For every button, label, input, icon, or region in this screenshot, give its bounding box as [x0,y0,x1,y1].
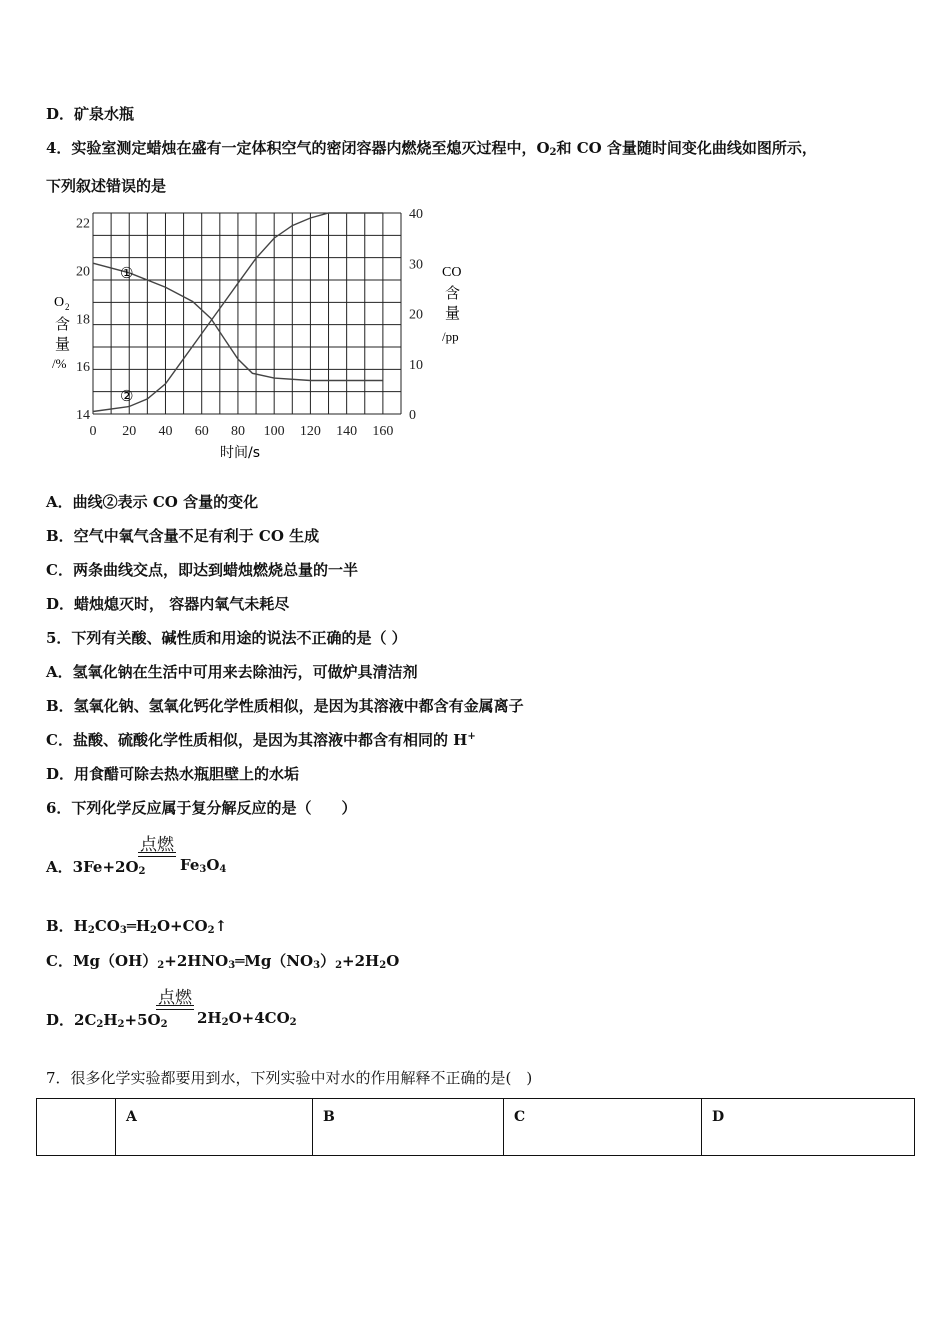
q5-option-b: B．氢氧化钠、氢氧化钙化学性质相似，是因为其溶液中都含有金属离子 [46,697,524,715]
q4-option-a: A．曲线②表示 CO 含量的变化 [46,493,259,511]
left-axis-tick-label: 18 [76,312,90,328]
q4-stem-line2: 下列叙述错误的是 [46,177,167,195]
q4-stem-sub: 2 [549,147,557,158]
right-axis-ticks [409,207,423,423]
q6-d-part-3: +5O [124,1011,161,1029]
q5-option-d: D．用食醋可除去热水瓶胆壁上的水垢 [46,765,300,783]
q6-d-part-2: H [103,1011,118,1029]
q6-c-part-6: O [386,952,400,970]
x-axis-tick-label: 100 [263,424,285,439]
right-axis-tick-label: 10 [409,357,423,373]
q6-a-sub-1: 2 [138,866,146,877]
q7-header-blank [37,1099,116,1156]
q5-option-a: A．氢氧化钠在生活中可用来去除油污，可做炉具清洁剂 [46,663,418,681]
x-axis-tick-label: 80 [230,424,245,439]
q6-d-condition: 点燃 [158,988,192,1008]
q6-option-a-right [180,856,226,875]
x-axis-tick-label: 160 [372,424,394,439]
left-axis-tick-label: 22 [76,216,90,232]
q6-b-sub-4: 2 [207,925,215,936]
q6-b-sub-3: 2 [150,925,157,936]
q6-c-sub-1: 2 [157,960,165,971]
right-axis-tick-label: 40 [409,207,423,222]
q7-table [36,1098,915,1156]
q6-b-part-3: ═H [126,917,151,935]
x-axis-tick-label: 120 [299,424,321,439]
q6-c-part-5: +2H [342,952,380,970]
left-axis-tick-label: 20 [76,264,90,280]
q7-header-c: C [504,1099,702,1156]
left-axis-tick-label: 14 [76,408,90,423]
chart-grid [93,213,401,414]
q7-stem: 7．很多化学实验都要用到水，下列实验中对水的作用解释不正确的是( ) [46,1069,533,1087]
right-axis-tick-label: 0 [409,408,416,423]
curve-1-label: ① [120,264,134,282]
q4-option-c: C．两条曲线交点，即达到蜡烛燃烧总量的一半 [46,561,358,579]
x-axis-label: 时间/s [220,445,261,461]
q6-b-part-2: CO [94,917,120,935]
q7-header-b: B [313,1099,504,1156]
q6-c-sub-4: 2 [335,960,343,971]
q6-a-part-2: Fe [180,856,200,874]
left-axis-ticks [76,217,90,423]
q6-d-sub-4: 2 [221,1017,229,1028]
table-row [37,1099,915,1156]
right-axis-label-head: CO [442,265,462,280]
q6-c-part-3: ═Mg（NO [235,952,314,970]
q6-a-sub-3: 4 [219,864,227,875]
q6-c-part-1: C．Mg（OH） [46,952,158,970]
q6-b-sub-1: 2 [87,925,95,936]
q4-stem-b: 和 CO 含量随时间变化曲线如图所示， [556,139,817,157]
q3-option-d: D．矿泉水瓶 [46,105,135,123]
q6-c-sub-3: 3 [313,960,321,971]
q7-header-a: A [116,1099,313,1156]
left-axis-label-o: O [54,295,65,310]
q6-a-sub-2: 3 [199,864,207,875]
q6-option-d-left [46,1009,168,1030]
q5-stem: 5．下列有关酸、碱性质和用途的说法不正确的是（ ） [46,629,407,647]
q6-d-sub-3: 2 [160,1019,168,1030]
q6-a-part-1: A．3Fe+2O [46,858,139,876]
q6-a-part-3: O [206,856,220,874]
x-axis-tick-label: 0 [89,424,97,439]
x-axis-tick-label: 140 [336,424,358,439]
q6-c-part-4: ） [320,952,336,970]
q7-header-d: D [702,1099,915,1156]
left-axis-label-char-1: 含 [55,315,71,333]
left-axis-tick-label: 16 [76,360,90,376]
q6-d-sub-2: 2 [117,1019,125,1030]
x-axis-tick-label: 40 [158,424,173,439]
curve-2-label: ② [120,387,134,405]
x-axis-ticks [90,424,394,439]
q6-d-part-1: D．2C [46,1011,97,1029]
x-axis-tick-label: 20 [122,424,137,439]
right-axis-label-char-1: 含 [445,284,461,302]
q6-d-sub-5: 2 [289,1017,297,1028]
q6-b-sub-2: 3 [119,925,127,936]
q5-option-c [46,729,476,750]
q6-option-a-left [46,856,146,877]
q5-option-c-text: C．盐酸、硫酸化学性质相似，是因为其溶液中都含有相同的 H [46,731,468,749]
right-axis-label-char-2: 量 [445,304,461,322]
q6-d-part-4: 2H [197,1009,222,1027]
q6-b-part-1: B．H [46,917,88,935]
q6-option-b [46,915,227,936]
q6-d-part-5: O+4CO [228,1009,290,1027]
q4-option-d: D．蜡烛熄灭时， 容器内氧气未耗尽 [46,595,290,613]
q6-b-part-4: O+CO [156,917,208,935]
q6-c-sub-5: 2 [379,960,387,971]
q4-option-b: B．空气中氧气含量不足有利于 CO 生成 [46,527,320,545]
left-axis-label-sub: 2 [65,302,70,312]
q6-a-condition: 点燃 [140,835,174,855]
x-axis-tick-label: 60 [194,424,209,439]
q6-option-c [46,950,399,971]
q6-d-sub-1: 2 [96,1019,104,1030]
q6-c-part-2: +2HNO [164,952,229,970]
q6-b-part-5: ↑ [214,917,228,935]
q4-stem [46,137,817,158]
left-axis-label-char-2: 量 [55,335,71,353]
left-axis-label-unit: /% [52,356,67,371]
q6-stem: 6．下列化学反应属于复分解反应的是（ ） [46,799,357,817]
q6-option-d-right [197,1009,297,1028]
q4-stem-a: 4．实验室测定蜡烛在盛有一定体积空气的密闭容器内燃烧至熄灭过程中，O [46,139,550,157]
right-axis-tick-label: 20 [409,307,423,323]
q5-option-c-sup: + [467,731,476,742]
q6-c-sub-2: 3 [228,960,236,971]
right-axis-tick-label: 30 [409,257,423,273]
o2-co-chart [46,203,476,465]
right-axis-label-unit: /pp [442,329,459,344]
